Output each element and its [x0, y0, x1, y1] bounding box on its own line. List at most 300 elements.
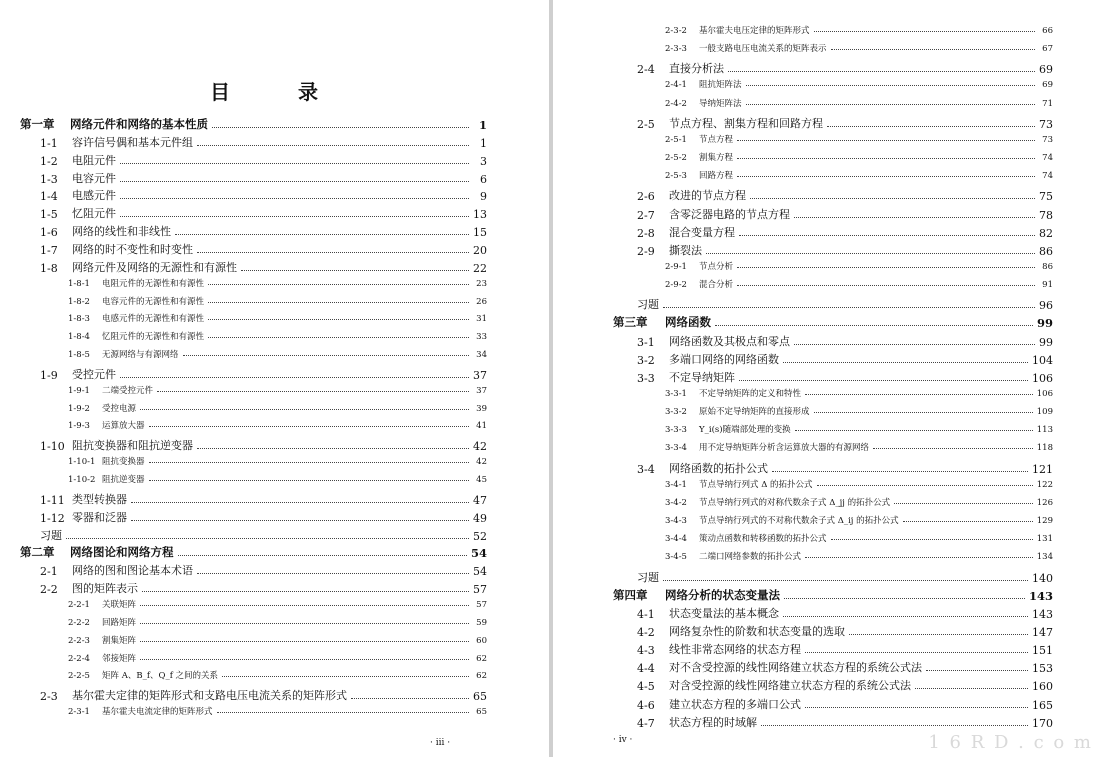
toc-entry-page: 31: [476, 314, 487, 325]
toc-entry-title: 网络函数及其极点和零点: [669, 334, 790, 348]
toc-entry: [637, 714, 1053, 730]
toc-entry-title: 网络复杂性的阶数和状态变量的选取: [669, 624, 845, 638]
toc-entry-page: 65: [476, 707, 487, 718]
dot-leader: [915, 688, 1028, 689]
toc-entry: [40, 134, 487, 150]
toc-entry-title: 割集矩阵: [102, 635, 137, 646]
toc-entry-page: 75: [1039, 190, 1053, 204]
toc-entry-page: 86: [1042, 261, 1053, 272]
dot-leader: [197, 252, 469, 253]
dot-leader: [794, 344, 1035, 345]
toc-entry-title: 类型转换器: [72, 492, 127, 506]
toc-entry-number: 2-7: [637, 208, 655, 222]
toc-entry-page: 73: [1042, 134, 1053, 145]
toc-entry-title: 阻抗逆变器: [102, 475, 145, 485]
toc-entry: [40, 580, 487, 596]
toc-entry-title: 网络元件和网络的基本性质: [70, 117, 208, 131]
toc-entry: [40, 241, 487, 257]
dot-leader: [926, 670, 1028, 671]
toc-entry-title: 状态变量法的基本概念: [669, 606, 779, 620]
toc-entry: [637, 296, 1053, 312]
toc-entry-page: 73: [1039, 117, 1053, 131]
toc-entry-title: 基尔霍夫电压定律的矩阵形式: [699, 26, 810, 36]
toc-entry-page: 67: [1042, 44, 1053, 55]
toc-entry: [68, 330, 487, 342]
toc-entry-number: 3-4-4: [665, 534, 687, 545]
toc-entry-page: 9: [480, 190, 487, 204]
toc-entry-title: 网络函数: [665, 315, 711, 330]
toc-entry-title: 状态方程的时域解: [669, 715, 757, 729]
toc-entry-number: 1-9-3: [68, 421, 90, 432]
toc-entry-page: 170: [1032, 716, 1053, 730]
toc-entry-number: 4-3: [637, 644, 655, 658]
dot-leader: [715, 325, 1033, 326]
dot-leader: [120, 198, 469, 199]
dot-leader: [814, 31, 1035, 32]
toc-entry-title: 阻抗矩阵法: [699, 80, 742, 91]
toc-entry-title: 节点导纳行列式的对称代数余子式 Δ_jj 的拓扑公式: [699, 497, 891, 508]
toc-entry-title: 网络的时不变性和时变性: [72, 242, 193, 256]
toc-entry: [68, 705, 487, 717]
dot-leader: [737, 140, 1035, 141]
toc-entry-page: 34: [476, 350, 487, 361]
toc-entry-page: 13: [473, 208, 487, 222]
toc-entry-number: 2-2-3: [68, 635, 90, 646]
toc-entry: [637, 569, 1053, 585]
toc-entry-title: Y_i(s)随端部处理的变换: [699, 425, 791, 436]
dot-leader: [140, 623, 469, 624]
toc-entry: [68, 652, 487, 664]
toc-entry-page: 143: [1032, 607, 1053, 621]
toc-entry-number: 1-8-4: [68, 332, 90, 343]
dot-leader: [140, 409, 469, 410]
toc-entry: [637, 242, 1053, 258]
toc-entry-title: 习题: [637, 570, 659, 584]
toc-entry-page: 126: [1036, 497, 1053, 508]
toc-entry-title: 割集方程: [699, 153, 734, 164]
toc-entry-title: 节点方程: [699, 134, 734, 145]
toc-entry-page: 69: [1042, 80, 1053, 91]
toc-entry-title: 线性非常态网络的状态方程: [669, 643, 801, 657]
toc-entry-number: 2-2: [40, 583, 58, 597]
toc-entry-title: 对含受控源的线性网络建立状态方程的系统公式法: [669, 679, 911, 693]
dot-leader: [784, 598, 1025, 599]
right-page: [553, 0, 1101, 757]
toc-entry-title: 直接分析法: [669, 62, 724, 76]
dot-leader: [737, 285, 1035, 286]
toc-entry-page: 20: [473, 243, 487, 257]
toc-entry: [68, 455, 487, 467]
toc-entry-title: 策动点函数和转移函数的拓扑公式: [699, 534, 827, 545]
toc-entry: [665, 405, 1053, 417]
toc-entry-page: 153: [1032, 662, 1053, 676]
toc-entry-page: 59: [476, 617, 487, 628]
toc-entry-title: 建立状态方程的多端口公式: [669, 697, 801, 711]
toc-entry: [40, 562, 487, 578]
toc-entry: [637, 60, 1053, 76]
dot-leader: [831, 539, 1033, 540]
dot-leader: [728, 71, 1035, 72]
toc-entry-number: 1-6: [40, 226, 58, 240]
toc-entry-page: 3: [480, 154, 487, 168]
toc-entry-page: 1: [478, 118, 487, 132]
dot-leader: [795, 430, 1033, 431]
toc-entry-title: 电容元件的无源性和有源性: [102, 296, 205, 307]
toc-entry-title: 用不定导纳矩阵分析含运算放大器的有源网络: [699, 443, 870, 454]
toc-entry-number: 第四章: [613, 587, 648, 602]
toc-entry-title: 基尔霍夫定律的矩阵形式和支路电压电流关系的矩阵形式: [72, 689, 347, 703]
toc-entry-number: 1-3: [40, 172, 58, 186]
toc-entry-title: 电阻元件的无源性和有源性: [102, 278, 205, 289]
dot-leader: [120, 216, 469, 217]
toc-entry-title: 电容元件: [72, 171, 116, 185]
toc-entry-page: 122: [1036, 479, 1053, 490]
dot-leader: [737, 267, 1035, 268]
toc-entry-title: 含零泛器电路的节点方程: [669, 207, 790, 221]
toc-entry-number: 4-5: [637, 680, 655, 694]
toc-entry-number: 3-4: [637, 462, 655, 476]
toc-entry-title: 忆阻元件: [72, 207, 116, 221]
toc-entry: [40, 170, 487, 186]
toc-entry-number: 3-1: [637, 335, 655, 349]
toc-entry-page: 37: [476, 385, 487, 396]
toc-title: 目 录: [210, 80, 342, 104]
toc-entry-number: 2-2-1: [68, 599, 90, 610]
dot-leader: [149, 462, 469, 463]
toc-entry-page: 47: [473, 493, 487, 507]
toc-entry-title: 网络图论和网络方程: [70, 545, 174, 560]
dot-leader: [706, 253, 1035, 254]
dot-leader: [217, 712, 469, 713]
toc-entry-title: 电感元件的无源性和有源性: [102, 314, 205, 325]
toc-entry: [665, 496, 1053, 508]
toc-entry-number: 1-10-1: [68, 457, 96, 468]
dot-leader: [197, 448, 469, 449]
toc-entry: [68, 473, 487, 485]
toc-entry: [68, 669, 487, 681]
toc-entry-page: 78: [1039, 208, 1053, 222]
toc-entry-page: 15: [473, 226, 487, 240]
toc-entry-title: 电阻元件: [72, 153, 116, 167]
toc-entry-title: 节点分析: [699, 261, 734, 272]
toc-entry: [40, 152, 487, 168]
dot-leader: [241, 270, 469, 271]
dot-leader: [197, 573, 469, 574]
dot-leader: [761, 725, 1028, 726]
dot-leader: [120, 377, 469, 378]
toc-entry-number: 1-4: [40, 190, 58, 204]
dot-leader: [894, 503, 1033, 504]
toc-entry: [665, 514, 1053, 526]
toc-entry-number: 1-10: [40, 440, 65, 454]
toc-entry-number: 2-9-2: [665, 280, 687, 291]
toc-entry-title: 二端受控元件: [102, 385, 154, 396]
toc-entry-number: 第二章: [20, 545, 55, 560]
toc-entry-number: 1-9-2: [68, 403, 90, 414]
toc-entry-number: 2-5-2: [665, 153, 687, 164]
toc-entry: [68, 384, 487, 396]
toc-entry-page: 57: [473, 583, 487, 597]
toc-entry: [665, 387, 1053, 399]
toc-entry-page: 41: [476, 421, 487, 432]
dot-leader: [663, 307, 1035, 308]
toc-entry-number: 4-1: [637, 607, 655, 621]
dot-leader: [750, 198, 1035, 199]
toc-entry-title: 不定导纳矩阵: [669, 370, 735, 384]
toc-entry-page: 62: [476, 671, 487, 682]
toc-entry: [665, 133, 1053, 145]
toc-entry: [665, 278, 1053, 290]
toc-entry-number: 3-4-1: [665, 479, 687, 490]
toc-entry: [665, 532, 1053, 544]
dot-leader: [746, 85, 1035, 86]
toc-entry: [20, 544, 487, 560]
dot-leader: [805, 652, 1028, 653]
toc-entry-page: 71: [1042, 98, 1053, 109]
dot-leader: [212, 127, 469, 128]
toc-entry-title: 图的矩阵表示: [72, 582, 138, 596]
dot-leader: [739, 235, 1035, 236]
toc-entry-title: 矩阵 A、B_f、Q_f 之间的关系: [102, 671, 219, 682]
page-number-right: · iv ·: [613, 735, 633, 745]
toc-entry: [665, 441, 1053, 453]
toc-entry-title: 网络分析的状态变量法: [665, 587, 780, 602]
toc-entry-title: 混合分析: [699, 280, 734, 291]
toc-entry-number: 1-10-2: [68, 475, 96, 485]
toc-entry-number: 3-4-3: [665, 516, 687, 527]
toc-entry-title: 对不含受控源的线性网络建立状态方程的系统公式法: [669, 661, 922, 675]
toc-entry-page: 60: [476, 635, 487, 646]
toc-entry-title: 零器和泛器: [72, 510, 127, 524]
dot-leader: [849, 634, 1028, 635]
toc-entry-number: 2-3: [40, 690, 58, 704]
watermark: 1 6 R D . c o m: [928, 732, 1093, 753]
toc-entry: [637, 115, 1053, 131]
dot-leader: [351, 698, 469, 699]
toc-entry: [20, 116, 487, 132]
toc-entry-title: 撕裂法: [669, 243, 702, 257]
toc-entry-number: 4-4: [637, 662, 655, 676]
toc-entry-page: 165: [1032, 698, 1053, 712]
toc-entry-number: 2-1: [40, 565, 58, 579]
toc-entry-number: 2-4: [637, 63, 655, 77]
toc-entry-number: 2-4-2: [665, 98, 687, 109]
toc-entry: [637, 206, 1053, 222]
toc-entry-number: 2-3-3: [665, 44, 687, 55]
toc-entry-page: 86: [1039, 244, 1053, 258]
dot-leader: [140, 605, 469, 606]
toc-entry-page: 42: [476, 457, 487, 468]
toc-entry: [68, 312, 487, 324]
toc-entry: [665, 42, 1053, 54]
toc-entry-number: 4-2: [637, 625, 655, 639]
toc-entry: [637, 460, 1053, 476]
toc-entry-page: 99: [1036, 316, 1053, 331]
dot-leader: [120, 163, 469, 164]
dot-leader: [805, 394, 1033, 395]
toc-entry-number: 1-8-1: [68, 278, 90, 289]
dot-leader: [183, 355, 469, 356]
toc-entry: [40, 205, 487, 221]
dot-leader: [149, 426, 469, 427]
toc-entry-number: 2-2-4: [68, 653, 90, 664]
dot-leader: [140, 641, 469, 642]
toc-entry-page: 57: [476, 599, 487, 610]
toc-entry: [613, 314, 1053, 330]
dot-leader: [120, 181, 469, 182]
toc-entry-number: 2-9: [637, 244, 655, 258]
toc-entry-page: 104: [1032, 353, 1053, 367]
dot-leader: [175, 234, 469, 235]
toc-entry-number: 2-5: [637, 117, 655, 131]
toc-entry: [637, 333, 1053, 349]
toc-entry-page: 99: [1039, 335, 1053, 349]
dot-leader: [805, 707, 1028, 708]
dot-leader: [737, 176, 1035, 177]
toc-entry-number: 3-2: [637, 353, 655, 367]
toc-entry-title: 网络的线性和非线性: [72, 225, 171, 239]
toc-entry-title: 一般支路电压电流关系的矩阵表示: [699, 44, 827, 55]
dot-leader: [873, 448, 1033, 449]
toc-entry: [68, 634, 487, 646]
toc-entry-title: 受控电源: [102, 403, 137, 414]
toc-entry: [40, 509, 487, 525]
dot-leader: [140, 659, 469, 660]
dot-leader: [817, 485, 1033, 486]
toc-entry-number: 1-2: [40, 154, 58, 168]
dot-leader: [783, 362, 1028, 363]
toc-entry-page: 91: [1042, 280, 1053, 291]
toc-entry-title: 电感元件: [72, 189, 116, 203]
toc-entry-number: 1-8-5: [68, 350, 90, 361]
toc-entry: [40, 366, 487, 382]
toc-entry-title: 基尔霍夫电流定律的矩阵形式: [102, 707, 213, 718]
toc-entry-number: 1-12: [40, 511, 65, 525]
toc-entry-page: 131: [1036, 534, 1053, 545]
toc-entry-number: 2-9-1: [665, 261, 687, 272]
toc-entry-number: 2-5-3: [665, 171, 687, 182]
toc-entry-title: 阻抗变换器: [102, 457, 145, 468]
toc-entry-number: 1-7: [40, 243, 58, 257]
dot-leader: [783, 616, 1028, 617]
toc-entry-page: 66: [1042, 26, 1053, 36]
toc-entry-page: 106: [1036, 389, 1053, 399]
toc-entry-title: 习题: [637, 298, 659, 312]
toc-entry: [68, 295, 487, 307]
toc-entry-page: 74: [1042, 171, 1053, 182]
toc-entry: [637, 605, 1053, 621]
toc-entry-number: 1-8-3: [68, 314, 90, 325]
toc-entry: [40, 437, 487, 453]
toc-entry-title: 节点导纳行列式的不对称代数余子式 Δ_ij 的拓扑公式: [699, 516, 899, 527]
toc-entry-title: 回路方程: [699, 171, 734, 182]
toc-entry-number: 2-8: [637, 226, 655, 240]
toc-entry-page: 160: [1032, 680, 1053, 694]
toc-entry-page: 140: [1032, 571, 1053, 585]
toc-entry-number: 3-4-2: [665, 497, 687, 508]
toc-entry-page: 96: [1039, 299, 1053, 313]
toc-entry: [68, 616, 487, 628]
dot-leader: [222, 676, 469, 677]
toc-entry-title: 运算放大器: [102, 421, 145, 432]
toc-entry: [637, 659, 1053, 675]
dot-leader: [737, 158, 1035, 159]
toc-entry: [665, 260, 1053, 272]
toc-entry: [637, 696, 1053, 712]
toc-entry-number: 3-3-4: [665, 443, 687, 454]
toc-entry-number: 1-9-1: [68, 385, 90, 396]
toc-entry-number: 1-5: [40, 208, 58, 222]
dot-leader: [208, 302, 469, 303]
toc-entry: [68, 348, 487, 360]
toc-entry: [637, 224, 1053, 240]
toc-entry-title: 网络元件及网络的无源性和有源性: [72, 260, 237, 274]
dot-leader: [157, 391, 469, 392]
toc-entry-page: 1: [480, 136, 487, 150]
toc-entry-title: 导纳矩阵法: [699, 98, 742, 109]
toc-entry-title: 忆阻元件的无源性和有源性: [102, 332, 205, 343]
toc-entry-number: 1-11: [40, 493, 65, 507]
dot-leader: [772, 471, 1028, 472]
toc-entry-page: 49: [473, 511, 487, 525]
dot-leader: [66, 538, 469, 539]
toc-entry-title: 节点导纳行列式 Δ 的拓扑公式: [699, 479, 813, 490]
toc-entry-number: 3-3: [637, 371, 655, 385]
toc-entry: [40, 259, 487, 275]
toc-entry-title: 受控元件: [72, 367, 116, 381]
dot-leader: [831, 49, 1035, 50]
toc-entry-number: 3-3-3: [665, 425, 687, 436]
toc-entry-number: 1-8: [40, 261, 58, 275]
left-page: [0, 0, 549, 757]
toc-entry-title: 不定导纳矩阵的定义和特性: [699, 389, 802, 399]
toc-entry-number: 第三章: [613, 315, 648, 330]
toc-entry-number: 2-3-1: [68, 707, 90, 718]
toc-entry: [40, 187, 487, 203]
dot-leader: [739, 380, 1028, 381]
toc-entry-number: 2-2-5: [68, 671, 90, 682]
toc-entry: [68, 419, 487, 431]
toc-entry-page: 6: [480, 172, 487, 186]
toc-entry-page: 62: [476, 653, 487, 664]
toc-entry: [40, 223, 487, 239]
toc-entry-page: 147: [1032, 625, 1053, 639]
toc-entry-number: 1-1: [40, 136, 58, 150]
toc-entry-number: 第一章: [20, 117, 55, 131]
toc-entry-number: 2-4-1: [665, 80, 687, 91]
toc-entry: [613, 587, 1053, 603]
toc-entry: [40, 687, 487, 703]
toc-entry-page: 42: [473, 440, 487, 454]
toc-entry-page: 54: [470, 546, 487, 561]
toc-entry-number: 3-3-2: [665, 407, 687, 418]
toc-entry-page: 52: [473, 529, 487, 543]
dot-leader: [208, 337, 469, 338]
dot-leader: [208, 319, 469, 320]
toc-entry: [665, 78, 1053, 90]
toc-entry-page: 151: [1032, 644, 1053, 658]
toc-entry: [68, 402, 487, 414]
toc-entry-number: 3-4-5: [665, 552, 687, 563]
toc-entry: [637, 369, 1053, 385]
toc-entry: [665, 423, 1053, 435]
toc-entry-page: 33: [476, 332, 487, 343]
toc-entry-page: 22: [473, 261, 487, 275]
toc-entry-number: 2-5-1: [665, 134, 687, 145]
toc-entry-page: 134: [1036, 552, 1053, 563]
dot-leader: [178, 555, 467, 556]
dot-leader: [197, 145, 469, 146]
